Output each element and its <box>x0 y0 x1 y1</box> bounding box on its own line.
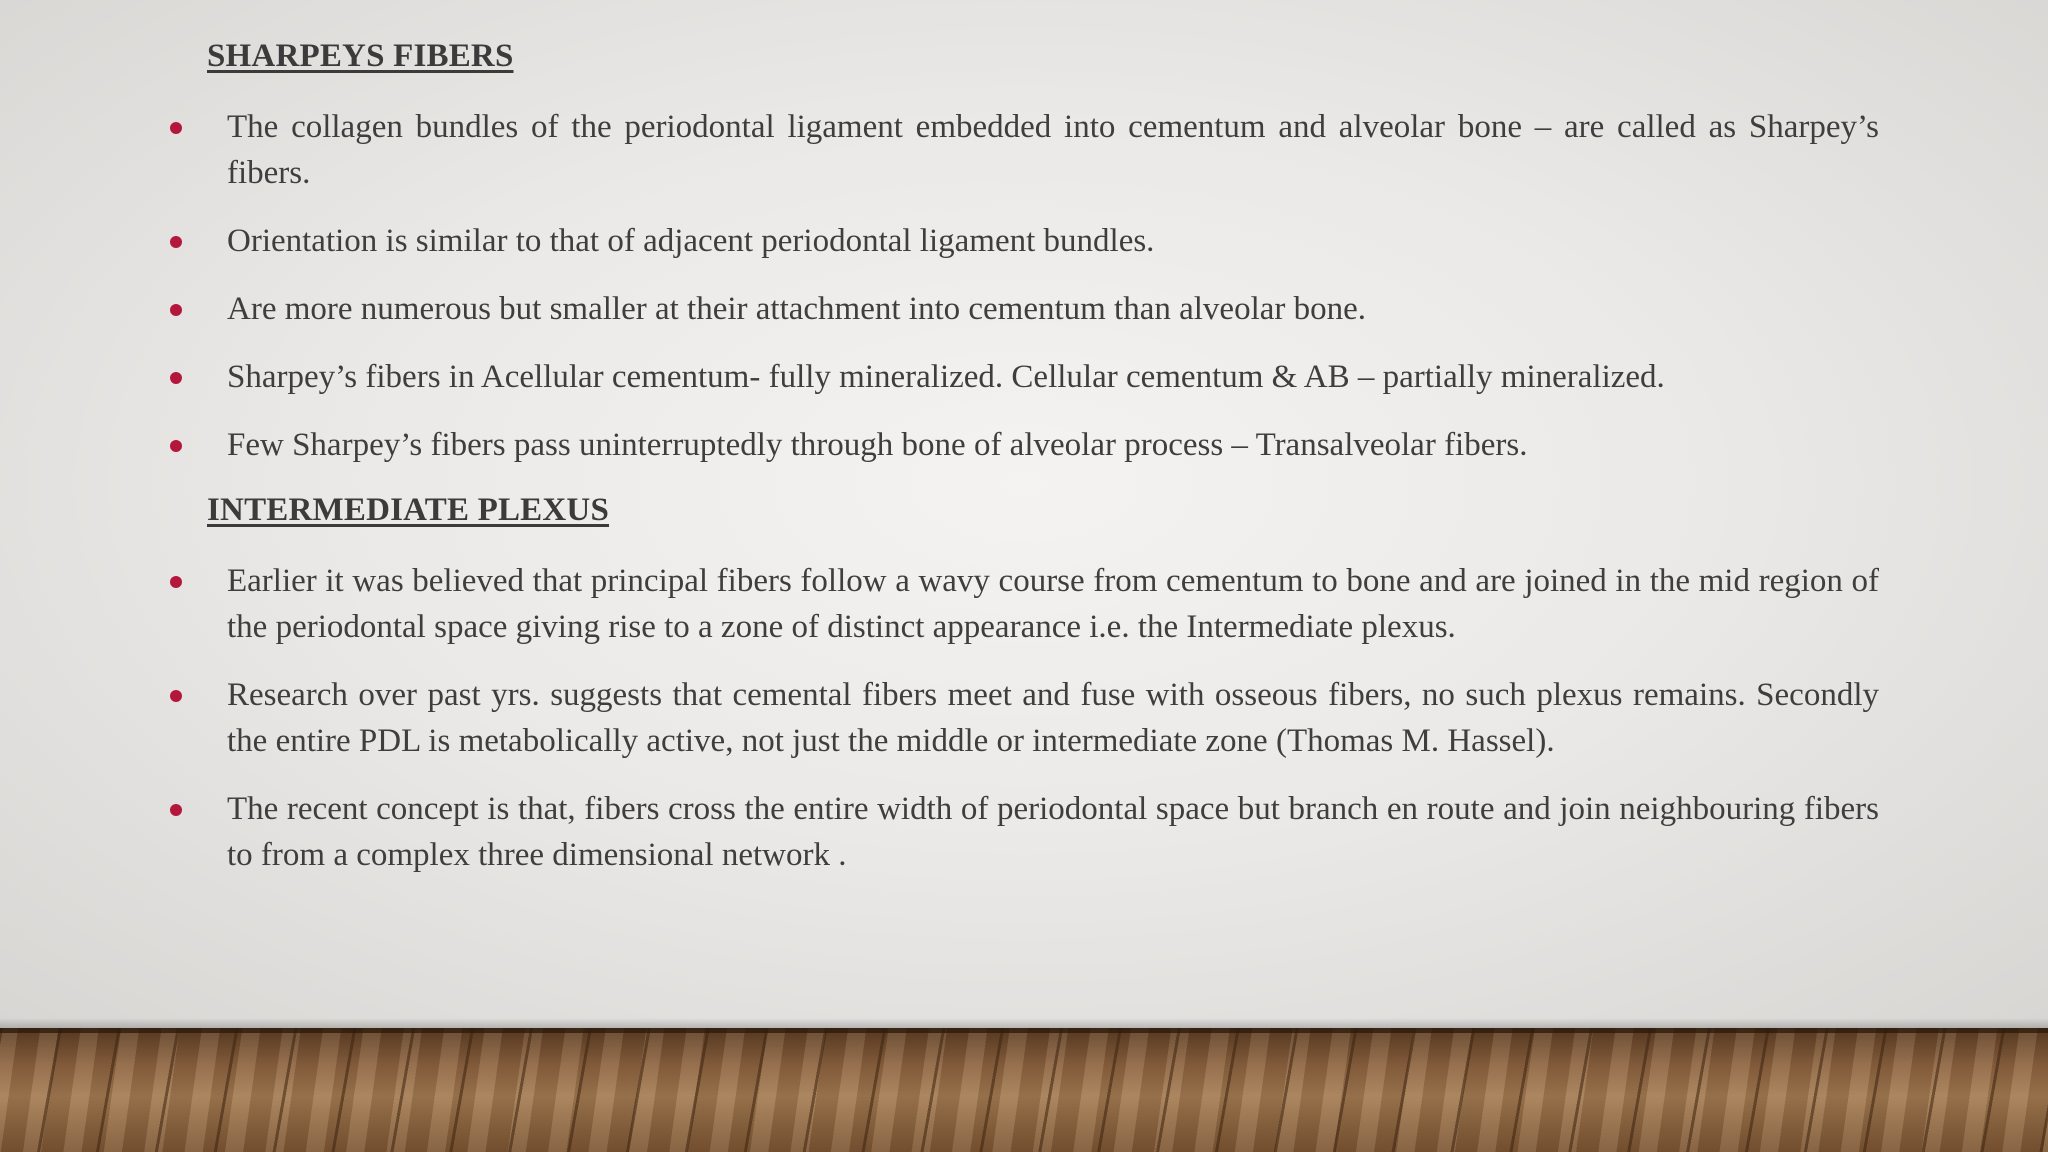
floor-edge <box>0 1028 2048 1033</box>
list-item <box>0 218 1879 264</box>
bullet-text: The recent concept is that, fibers cross the entire width of periodontal space but branch en route and join neighbouring fibers to from a complex three dimensional network . <box>227 791 1879 873</box>
list-item <box>0 422 1879 468</box>
list-item <box>0 558 1879 650</box>
bullet-dot-icon <box>170 122 182 134</box>
bullet-dot-icon <box>170 690 182 702</box>
section-heading-sharpeys-fibers: SHARPEYS FIBERS <box>207 38 514 74</box>
list-item <box>0 672 1879 764</box>
bullet-dot-icon <box>170 372 182 384</box>
list-item <box>0 104 1879 196</box>
bullet-dot-icon <box>170 304 182 316</box>
bullet-list-intermediate-plexus <box>0 558 2048 900</box>
bullet-text: Sharpey’s fibers in Acellular cementum- fully mineralized. Cellular cementum & AB – partially mineralized. <box>227 359 1665 395</box>
list-item <box>0 286 1879 332</box>
bullet-dot-icon <box>170 804 182 816</box>
list-item <box>0 354 1879 400</box>
bullet-text: Are more numerous but smaller at their attachment into cementum than alveolar bone. <box>227 291 1367 327</box>
bullet-dot-icon <box>170 236 182 248</box>
bullet-text: Orientation is similar to that of adjacent periodontal ligament bundles. <box>227 223 1155 259</box>
list-item <box>0 786 1879 878</box>
bullet-list-sharpeys-fibers <box>0 104 2048 490</box>
bullet-text: The collagen bundles of the periodontal ligament embedded into cementum and alveolar bone – are called as Sharpey’s fibers. <box>227 109 1879 191</box>
bullet-text: Earlier it was believed that principal fibers follow a wavy course from cementum to bone and are joined in the mid region of the periodontal space giving rise to a zone of distinct appearance i.e. the Intermediate plexus. <box>227 563 1879 645</box>
wooden-floor-image <box>0 1028 2048 1152</box>
bullet-text: Research over past yrs. suggests that cemental fibers meet and fuse with osseous fibers, no such plexus remains. Secondly the entire PDL is metabolically active, not just the middle or intermediate zone (Thomas M. Hassel). <box>227 677 1879 759</box>
bullet-dot-icon <box>170 576 182 588</box>
bullet-dot-icon <box>170 440 182 452</box>
section-heading-intermediate-plexus: INTERMEDIATE PLEXUS <box>207 492 610 528</box>
bullet-text: Few Sharpey’s fibers pass uninterruptedly through bone of alveolar process – Transalveolar fibers. <box>227 427 1528 463</box>
